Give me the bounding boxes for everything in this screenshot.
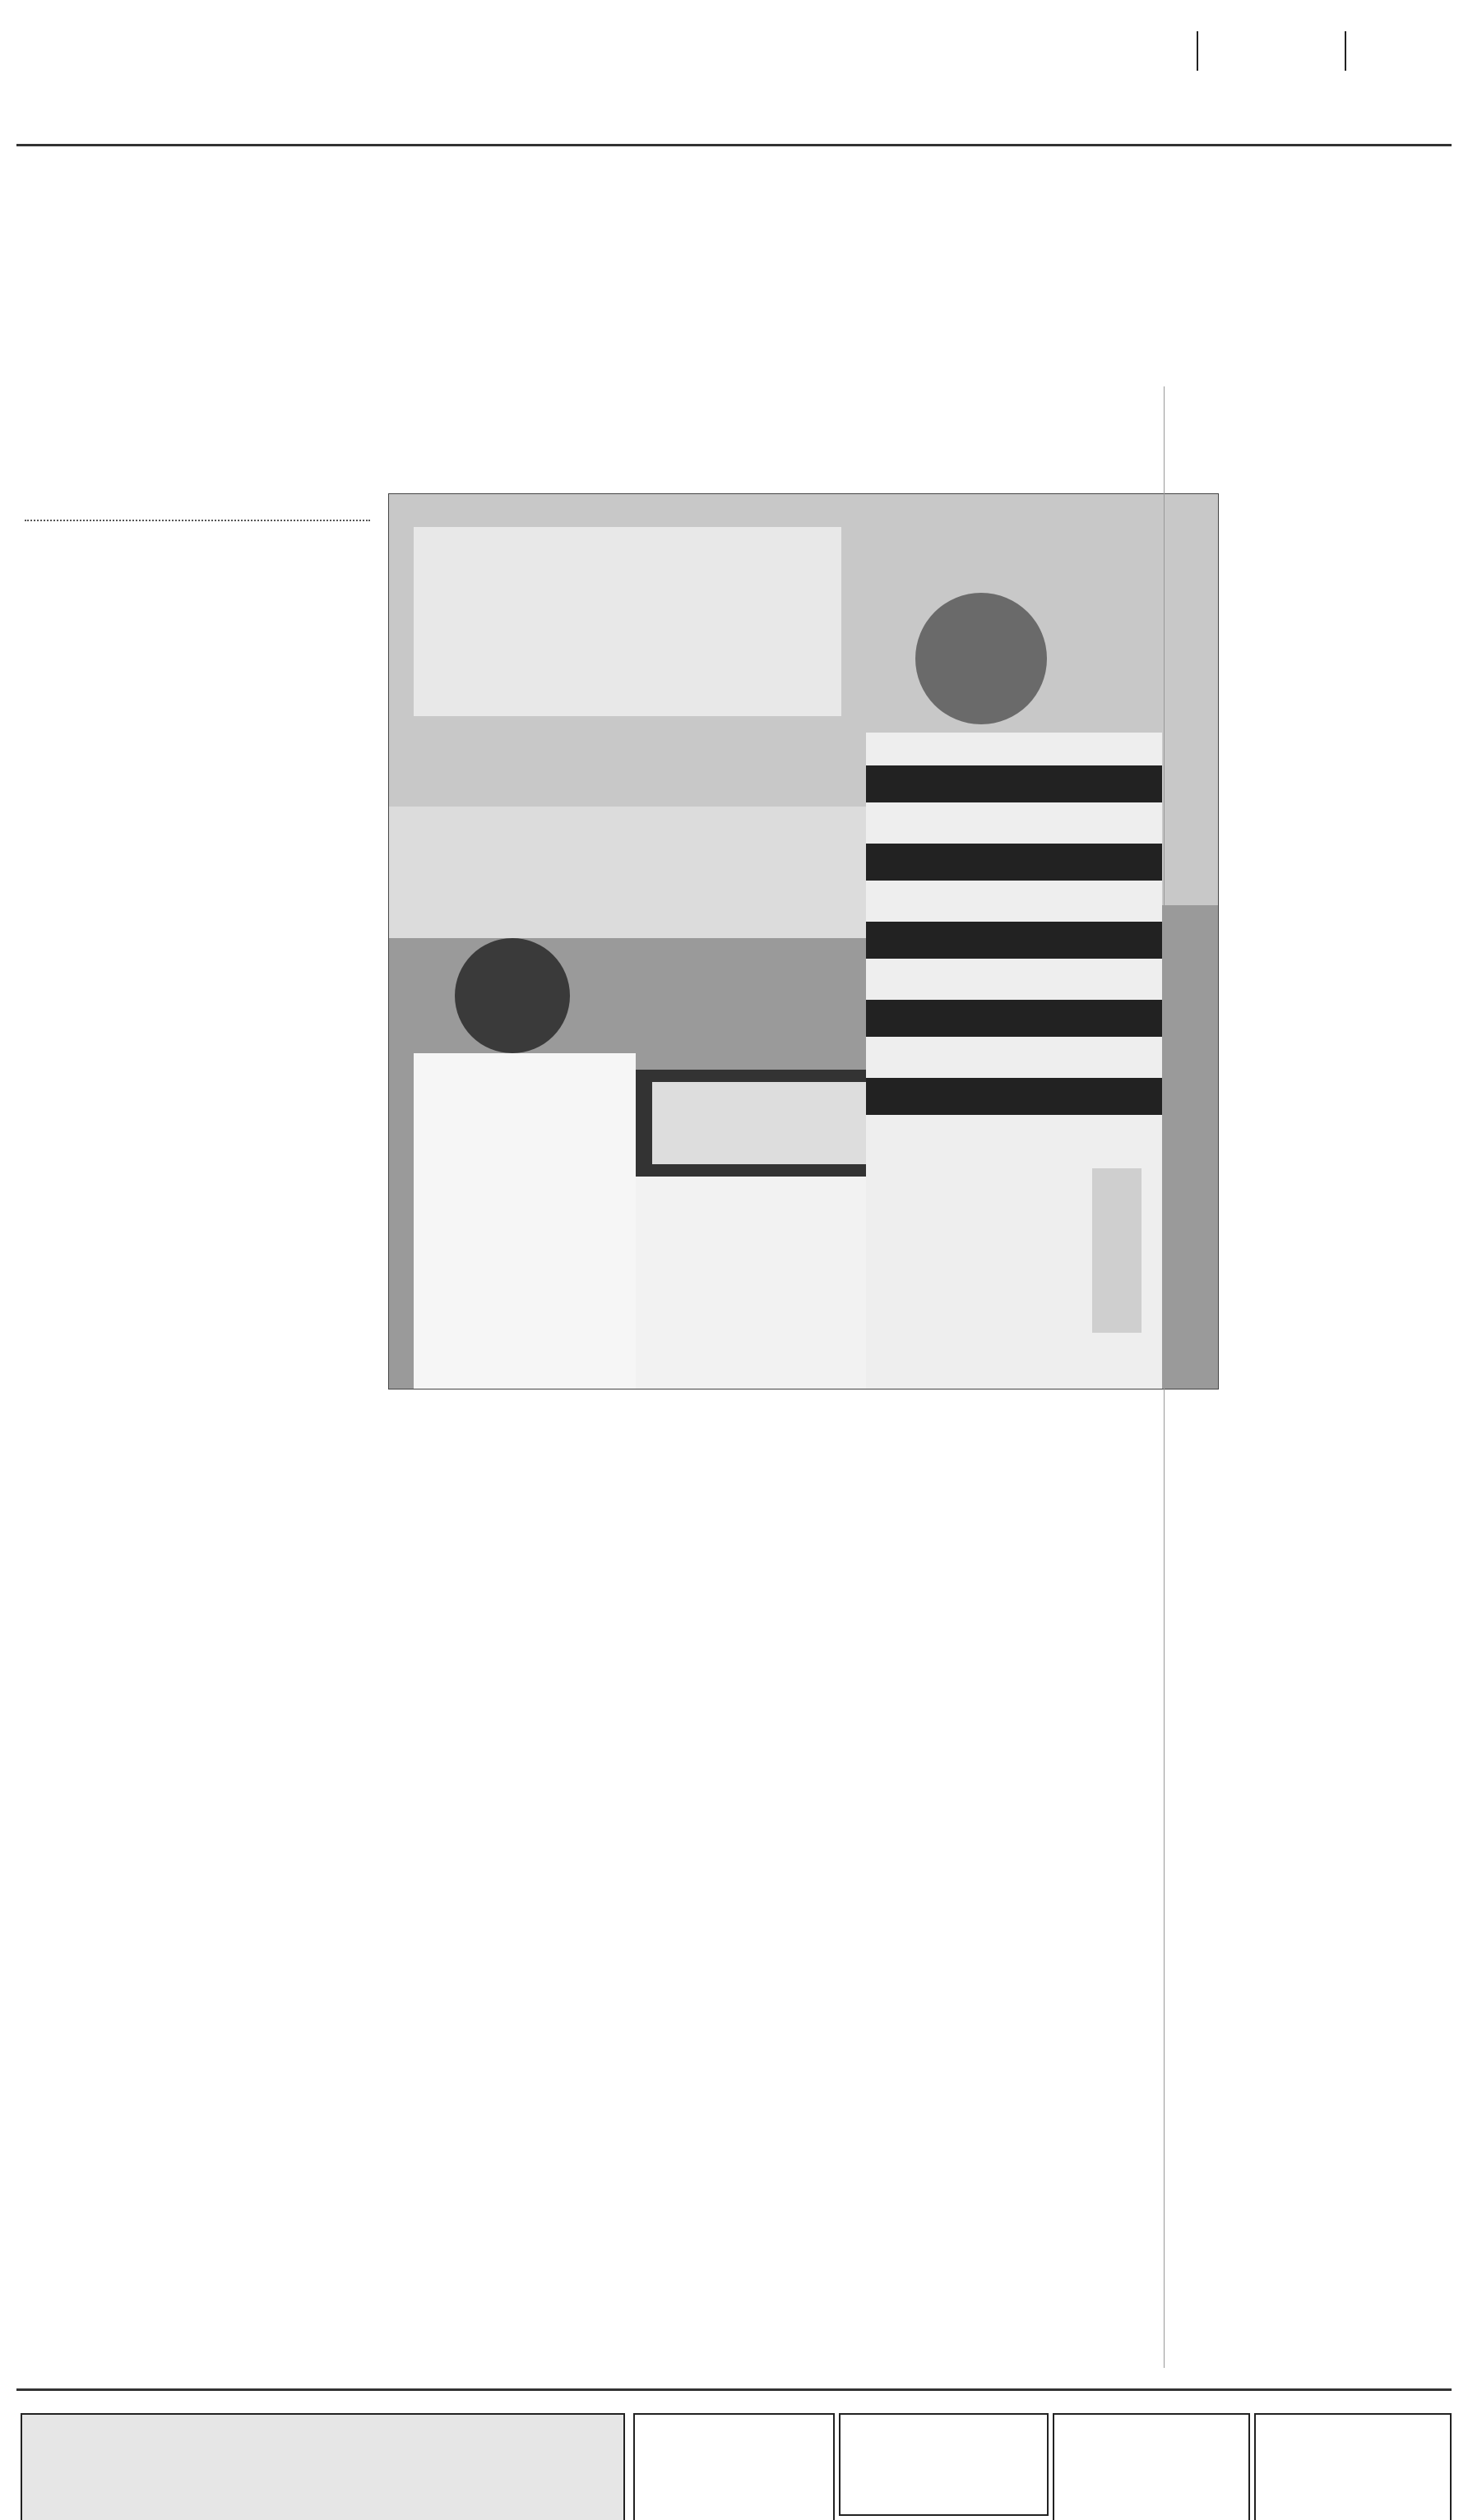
ad-chejian [1053, 2413, 1250, 2520]
ads-rule [16, 2388, 1452, 2391]
article-photo [388, 493, 1219, 1389]
byline-rule [25, 520, 370, 521]
article-column-1a [25, 600, 374, 1118]
ad-title [1054, 2415, 1248, 2428]
header-divider [1197, 31, 1198, 71]
article-column-1b [25, 1168, 374, 2368]
sidebar-body [1176, 489, 1452, 2364]
header-rule [16, 144, 1452, 146]
header-divider [1345, 31, 1346, 71]
article-column-2b [388, 1727, 787, 2409]
ad-title [1256, 2415, 1450, 2428]
article-column-3 [802, 1435, 1155, 2364]
article-column-2a [388, 1435, 787, 1657]
ad-title [841, 2415, 1047, 2425]
ad-title [635, 2415, 833, 2425]
recruit-banner-box [21, 2413, 625, 2520]
ad-baojie [839, 2413, 1049, 2516]
sidebar-divider [1164, 386, 1165, 2368]
photo-illustration [389, 494, 1219, 1389]
ad-gaoxin [633, 2413, 835, 2520]
ad-hr [1254, 2413, 1452, 2520]
